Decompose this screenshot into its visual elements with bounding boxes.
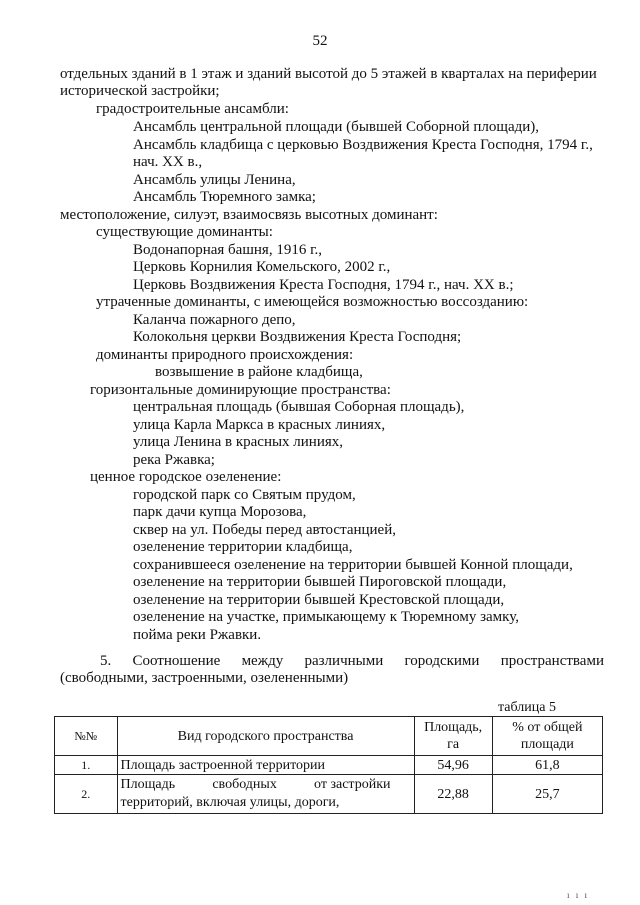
list-item: озеленение на участке, примыкающему к Тюремному замку,: [133, 609, 519, 625]
section-word: пространствами: [500, 653, 604, 669]
list-heading: существующие доминанты:: [96, 224, 273, 240]
table-row: [55, 775, 603, 814]
section-word: различными: [304, 653, 384, 669]
header-num: №№: [55, 717, 118, 756]
list-item: Колокольня церкви Воздвижения Креста Господня;: [133, 329, 462, 345]
list-item: Церковь Воздвижения Креста Господня, 1794 г., нач. XX в.;: [133, 277, 514, 293]
space-ratio-table: [54, 716, 603, 814]
list-item: Ансамбль кладбища с церковью Воздвижения Креста Господня, 1794 г.,: [133, 137, 593, 153]
list-heading: ценное городское озеленение:: [90, 469, 282, 485]
row-area: 22,88: [414, 775, 492, 814]
header-area: Площадь, га: [414, 717, 492, 756]
list-heading: утраченные доминанты, с имеющейся возможностью воссозданию:: [96, 294, 529, 310]
footer-mark: ı ı ı: [567, 890, 590, 900]
row-type: Площадь застроенной территории: [117, 756, 414, 775]
list-item: Ансамбль центральной площади (бывшей Соборной площади),: [133, 119, 540, 135]
list-item: Водонапорная башня, 1916 г.,: [133, 242, 323, 258]
section-word: между: [241, 653, 284, 669]
text-line: отдельных зданий в 1 этаж и зданий высотой до 5 этажей в кварталах на периферии: [60, 66, 597, 82]
list-item: сохранившееся озеленение на территории бывшей Конной площади,: [133, 557, 573, 573]
row-type: Площадь свободных от застройки территорий, включая улицы, дороги,: [117, 775, 414, 814]
list-item: Церковь Корнилия Комельского, 2002 г.,: [133, 259, 391, 275]
list-item: река Ржавка;: [133, 452, 215, 468]
list-heading: доминанты природного происхождения:: [96, 347, 354, 363]
header-type: Вид городского пространства: [117, 717, 414, 756]
row-area: 54,96: [414, 756, 492, 775]
list-item: возвышение в районе кладбища,: [155, 364, 363, 380]
list-item: Каланча пожарного депо,: [133, 312, 296, 328]
list-item: городской парк со Святым прудом,: [133, 487, 356, 503]
list-item: парк дачи купца Морозова,: [133, 504, 307, 520]
section-number: 5.: [100, 653, 112, 669]
list-item: нач. XX в.,: [133, 154, 203, 170]
list-item: пойма реки Ржавки.: [133, 627, 262, 643]
row-num: 1.: [55, 756, 118, 775]
list-heading: горизонтальные доминирующие пространства:: [90, 382, 391, 398]
list-item: озеленение на территории бывшей Пироговской площади,: [133, 574, 507, 590]
row-num: 2.: [55, 775, 118, 814]
table-header-row: [55, 717, 603, 756]
text-line: исторической застройки;: [60, 83, 220, 99]
list-heading: градостроительные ансамбли:: [96, 101, 289, 117]
section-line: (свободными, застроенными, озелененными): [60, 670, 349, 686]
list-item: озеленение на территории бывшей Крестовской площади,: [133, 592, 505, 608]
table-label: таблица 5: [498, 700, 556, 715]
section-5-paragraph: [60, 653, 604, 687]
row-percent: 61,8: [492, 756, 602, 775]
list-heading: местоположение, силуэт, взаимосвязь высотных доминант:: [60, 207, 438, 223]
table-row: [55, 756, 603, 775]
list-item: улица Карла Маркса в красных линиях,: [133, 417, 386, 433]
list-item: Ансамбль Тюремного замка;: [133, 189, 316, 205]
row-percent: 25,7: [492, 775, 602, 814]
list-item: сквер на ул. Победы перед автостанцией,: [133, 522, 396, 538]
section-word: Соотношение: [132, 653, 221, 669]
list-item: улица Ленина в красных линиях,: [133, 434, 344, 450]
header-percent: % от общей площади: [492, 717, 602, 756]
list-item: озеленение территории кладбища,: [133, 539, 353, 555]
section-word: городскими: [404, 653, 480, 669]
page-number: 52: [312, 33, 328, 49]
list-item: Ансамбль улицы Ленина,: [133, 172, 296, 188]
list-item: центральная площадь (бывшая Соборная площадь),: [133, 399, 465, 415]
